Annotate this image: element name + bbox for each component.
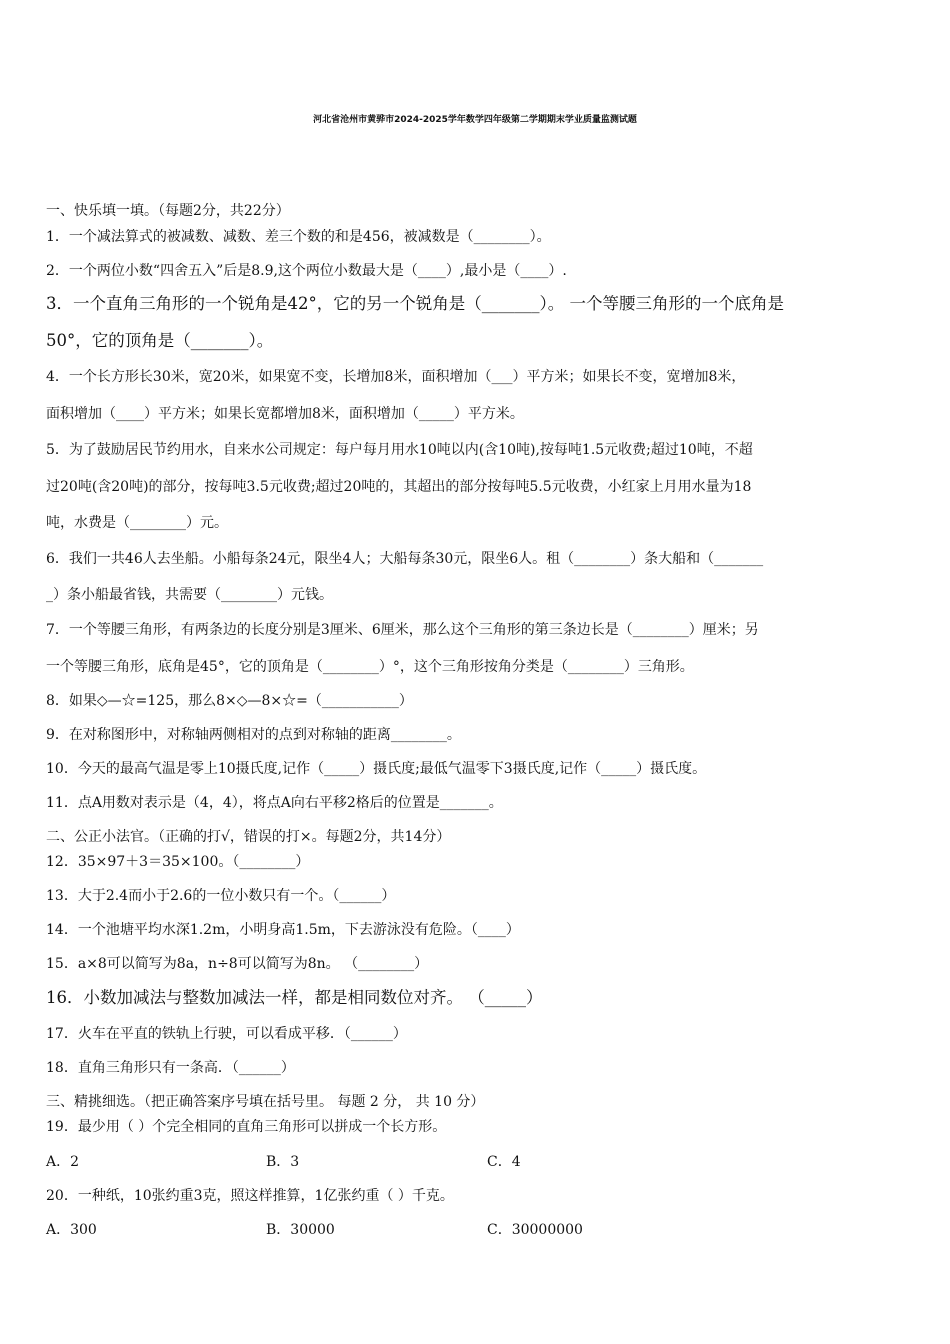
question-18: 18．直角三角形只有一条高．（______） <box>46 1060 295 1076</box>
question-6-line-1: 6．我们一共46人去坐船。小船每条24元，限坐4人；大船每条30元，限坐6人。租（________）条大船和（_______ <box>46 551 764 567</box>
question-5-line-1: 5．为了鼓励居民节约用水，自来水公司规定：每户每月用水10吨以内(含10吨),按每吨1.5元收费;超过10吨，不超 <box>46 442 753 458</box>
question-2: 2．一个两位小数“四舍五入”后是8.9,这个两位小数最大是（____）,最小是（____）. <box>46 263 567 279</box>
question-10: 10．今天的最高气温是零上10摄氏度,记作（_____）摄氏度;最低气温零下3摄氏度,记作（_____）摄氏度。 <box>46 761 707 777</box>
question-9: 9．在对称图形中，对称轴两侧相对的点到对称轴的距离________。 <box>46 727 461 743</box>
q20-option-c: C．30000000 <box>487 1222 583 1238</box>
q20-option-b: B．30000 <box>266 1222 335 1238</box>
question-15: 15．a×8可以简写为8a，n÷8可以简写为8n。 （________） <box>46 956 429 972</box>
question-19: 19．最少用（ ）个完全相同的直角三角形可以拼成一个长方形。 <box>46 1119 447 1135</box>
q19-option-a: A．2 <box>46 1154 80 1170</box>
question-17: 17．火车在平直的铁轨上行驶，可以看成平移．（______） <box>46 1026 407 1042</box>
question-16: 16．小数加减法与整数加减法一样，都是相同数位对齐。 （_____） <box>46 988 543 1007</box>
question-13: 13．大于2.4而小于2.6的一位小数只有一个。（______） <box>46 888 396 904</box>
section-2-heading: 二、公正小法官。（正确的打√，错误的打×。每题2分，共14分） <box>46 829 451 845</box>
question-3-line-1: 3．一个直角三角形的一个锐角是42°，它的另一个锐角是（_______）。 一个等腰三角形的一个底角是 <box>46 294 784 313</box>
q20-option-a: A．300 <box>46 1222 97 1238</box>
question-6-line-2: _）条小船最省钱，共需要（________）元钱。 <box>46 587 333 603</box>
question-7-line-2: 一个等腰三角形，底角是45°，它的顶角是（________）°，这个三角形按角分类是（________）三角形。 <box>46 659 694 675</box>
question-11: 11．点A用数对表示是（4，4），将点A向右平移2格后的位置是_______。 <box>46 795 503 811</box>
question-1: 1．一个减法算式的被减数、减数、差三个数的和是456，被减数是（________）。 <box>46 229 551 245</box>
question-5-line-3: 吨，水费是（________）元。 <box>46 515 228 531</box>
question-12: 12．35×97＋3＝35×100。（________） <box>46 854 310 870</box>
q19-option-c: C．4 <box>487 1154 521 1170</box>
section-1-heading: 一、快乐填一填。（每题2分，共22分） <box>46 203 290 219</box>
question-4-line-2: 面积增加（____）平方米；如果长宽都增加8米，面积增加（_____）平方米。 <box>46 406 524 422</box>
question-8: 8．如果◇—☆=125，那么8×◇—8×☆=（___________） <box>46 693 413 709</box>
section-3-heading: 三、精挑细选。（把正确答案序号填在括号里。 每题 2 分， 共 10 分） <box>46 1094 485 1110</box>
question-20: 20．一种纸，10张约重3克，照这样推算，1亿张约重（ ）千克。 <box>46 1188 454 1204</box>
question-3-line-2: 50°，它的顶角是（_______）。 <box>46 331 274 350</box>
question-7-line-1: 7．一个等腰三角形，有两条边的长度分别是3厘米、6厘米，那么这个三角形的第三条边长是（________）厘米；另 <box>46 622 759 638</box>
page-title: 河北省沧州市黄骅市2024-2025学年数学四年级第二学期期末学业质量监测试题 <box>313 115 637 125</box>
q19-option-b: B．3 <box>266 1154 300 1170</box>
question-5-line-2: 过20吨(含20吨)的部分，按每吨3.5元收费;超过20吨的，其超出的部分按每吨5.5元收费，小红家上月用水量为18 <box>46 479 752 495</box>
question-14: 14．一个池塘平均水深1.2m，小明身高1.5m，下去游泳没有危险。（____） <box>46 922 520 938</box>
question-4-line-1: 4．一个长方形长30米，宽20米，如果宽不变，长增加8米，面积增加（___）平方米；如果长不变，宽增加8米， <box>46 369 746 385</box>
